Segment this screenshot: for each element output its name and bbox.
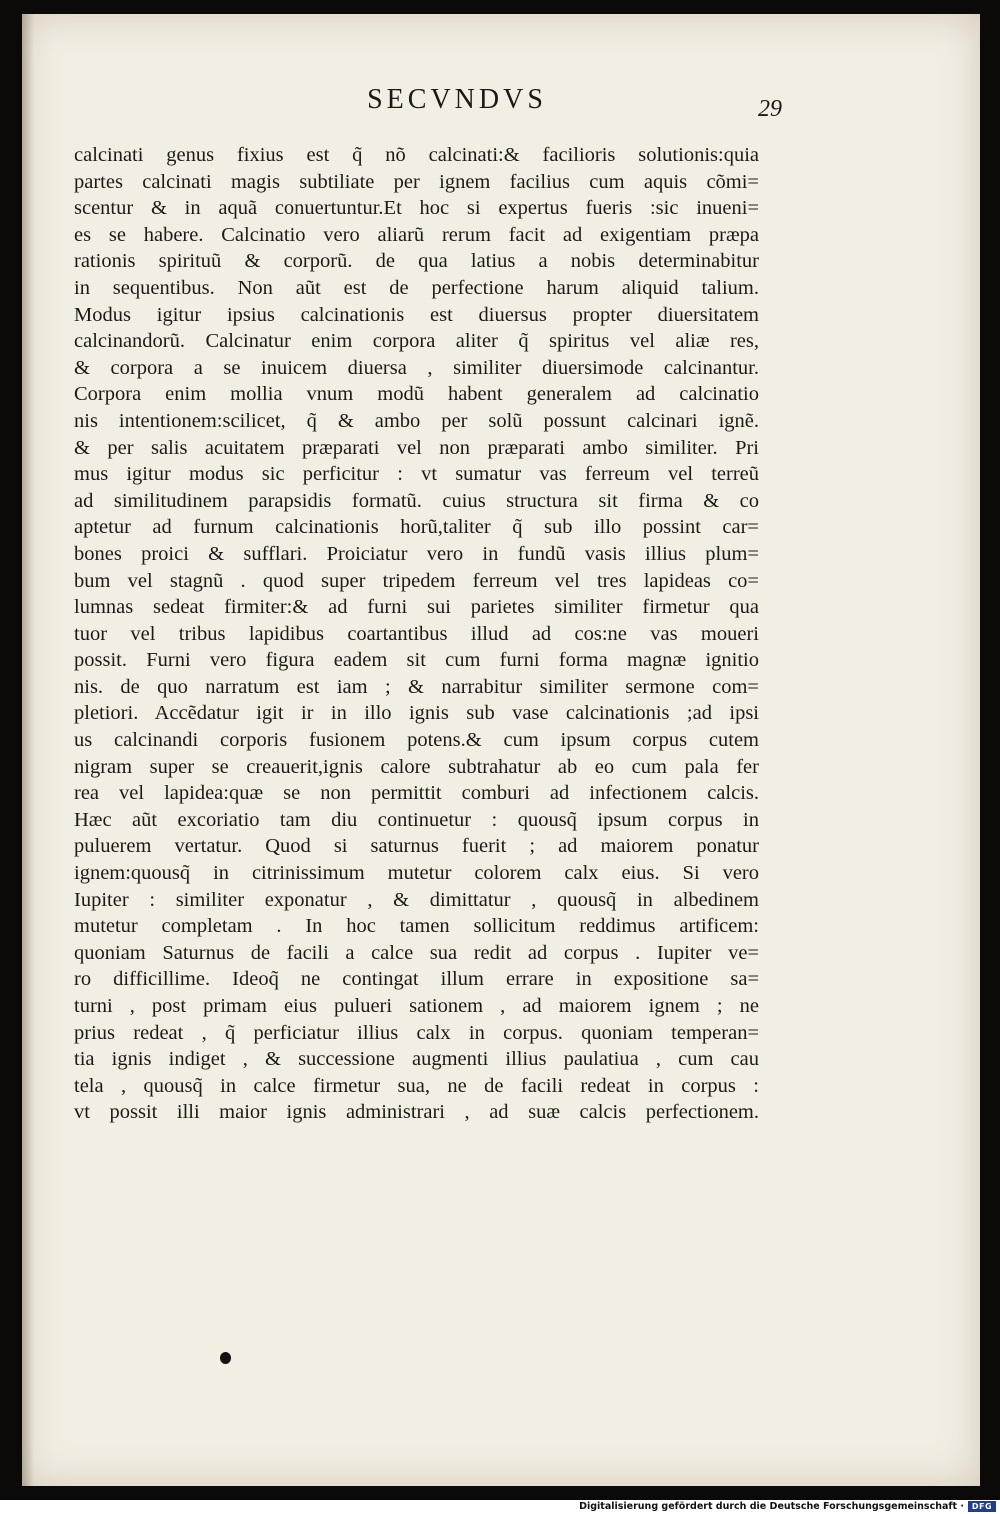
- text-line: quoniam Saturnus de facili a calce sua redit ad corpus . Iupiter ve=: [74, 941, 759, 964]
- text-line: Iupiter : similiter exponatur , & dimittatur , quousq̃ in albedinem: [74, 888, 759, 911]
- text-line: turni , post primam eius pulueri sationem , ad maiorem ignem ; ne: [74, 995, 759, 1017]
- text-line: tela , quousq̃ in calce firmetur sua, ne de facili redeat in corpus :: [74, 1074, 759, 1097]
- ink-dot-mark: [220, 1352, 231, 1364]
- text-line: rationis spirituũ & corporũ. de qua latius a nobis determinabitur: [74, 250, 759, 273]
- text-line: nigram super se creauerit,ignis calore subtrahatur ab eo cum pala fer: [74, 755, 759, 778]
- text-line: prius redeat , q̃ perficiatur illius calx in corpus. quoniam temperan=: [74, 1021, 759, 1044]
- text-line: Hæc aũt excoriatio tam diu continuetur : quousq̃ ipsum corpus in: [74, 808, 759, 831]
- text-line: in sequentibus. Non aũt est de perfectione harum aliquid talium.: [74, 276, 759, 299]
- text-line: es se habere. Calcinatio vero aliarũ rerum facit ad exigentiam præpa: [74, 223, 759, 246]
- text-line: pletiori. Accẽdatur igit ir in illo ignis sub vase calcinationis ;ad ipsi: [74, 702, 759, 725]
- text-line: partes calcinati magis subtiliate per ignem facilius cum aquis cõmi=: [74, 170, 759, 193]
- text-line: & corpora a se inuicem diuersa , similiter diuersimode calcinantur.: [74, 356, 759, 379]
- text-line: Modus igitur ipsius calcinationis est diuersus propter diuersitatem: [74, 303, 759, 326]
- text-line: possit. Furni vero figura eadem sit cum furni forma magnæ ignitio: [74, 649, 759, 672]
- text-line: lumnas sedeat firmiter:& ad furni sui parietes similiter firmetur qua: [74, 596, 759, 619]
- digitization-credit: Digitalisierung gefördert durch die Deutsche Forschungsgemeinschaft ·: [579, 1501, 964, 1512]
- text-line: calcinati genus fixius est q̃ nõ calcinati:& facilioris solutionis:quia: [74, 144, 759, 166]
- text-line: nis intentionem:scilicet, q̃ & ambo per solũ possunt calcinari ignẽ.: [74, 409, 759, 432]
- text-line: vt possit illi maior ignis administrari , ad suæ calcis perfectionem.: [74, 1101, 759, 1124]
- running-head: SECVNDVS: [367, 84, 547, 115]
- text-line: rea vel lapidea:quæ se non permittit comburi ad infectionem calcis.: [74, 782, 759, 805]
- text-line: & per salis acuitatem præparati vel non præparati ambo similiter. Pri: [74, 436, 759, 459]
- text-line: mus igitur modus sic perficitur : vt sumatur vas ferreum vel terreũ: [74, 463, 759, 486]
- page-number: 29: [758, 96, 782, 122]
- text-line: tuor vel tribus lapidibus coartantibus illud ad cos:ne vas moueri: [74, 622, 759, 645]
- text-line: ignem:quousq̃ in citrinissimum mutetur colorem calx eius. Si vero: [74, 862, 759, 885]
- text-line: us calcinandi corporis fusionem potens.& cum ipsum corpus cutem: [74, 729, 759, 752]
- text-line: mutetur completam . In hoc tamen sollicitum reddimus artificem:: [74, 915, 759, 938]
- text-line: bum vel stagnũ . quod super tripedem ferreum vel tres lapideas co=: [74, 569, 759, 592]
- text-line: calcinandorũ. Calcinatur enim corpora aliter q̃ spiritus vel aliæ res,: [74, 330, 759, 353]
- text-line: scentur & in aquã conuertuntur.Et hoc si expertus fueris :sic inueni=: [74, 197, 759, 220]
- text-line: puluerem vertatur. Quod si saturnus fuerit ; ad maiorem ponatur: [74, 835, 759, 858]
- text-line: Corpora enim mollia vnum modũ habent generalem ad calcinatio: [74, 383, 759, 406]
- text-line: nis. de quo narratum est iam ; & narrabitur similiter sermone com=: [74, 675, 759, 698]
- text-line: ad similitudinem parapsidis formatũ. cuius structura sit firma & co: [74, 489, 759, 512]
- text-line: ro difficillime. Ideoq̃ ne contingat illum errare in expositione sa=: [74, 968, 759, 991]
- page-gutter-shadow: [22, 14, 34, 1486]
- dfg-logo: DFG: [968, 1501, 996, 1512]
- body-text: [74, 142, 759, 1126]
- text-line: aptetur ad furnum calcinationis horũ,taliter q̃ sub illo possint car=: [74, 516, 759, 539]
- text-line: bones proici & sufflari. Proiciatur vero in fundũ vasis illius plum=: [74, 542, 759, 565]
- text-line: tia ignis indiget , & successione augmenti illius paulatiua , cum cau: [74, 1048, 759, 1071]
